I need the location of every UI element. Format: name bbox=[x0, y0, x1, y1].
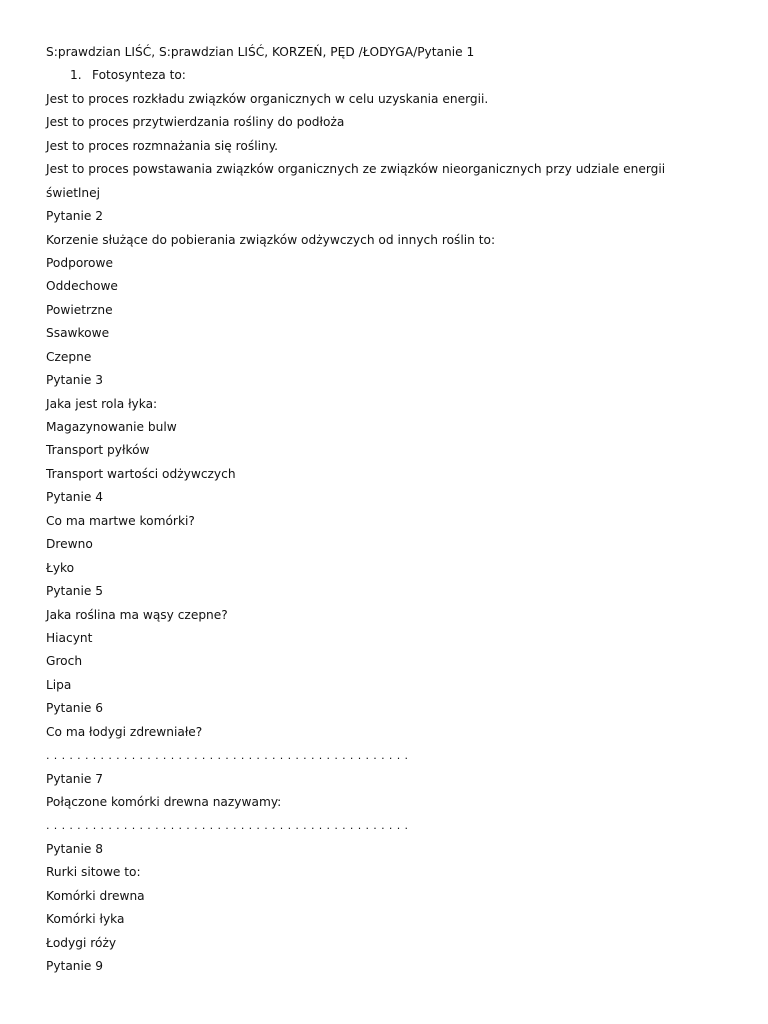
question-heading: Pytanie 5 bbox=[46, 584, 104, 599]
answer-blank: . . . . . . . . . . . . . . . . . . . . . . . . . . . . . . . . . . . . . . . . . . . . . . . bbox=[46, 749, 409, 763]
question-text: Rurki sitowe to: bbox=[46, 865, 141, 880]
answer-option: Łyko bbox=[46, 560, 75, 575]
question-text: Korzenie służące do pobierania związków odżywczych od innych roślin to: bbox=[46, 232, 496, 247]
answer-option: Ssawkowe bbox=[46, 326, 110, 341]
answer-option: Jest to proces rozkładu związków organicznych w celu uzyskania energii. bbox=[46, 91, 489, 106]
question-text: Co ma martwe komórki? bbox=[46, 513, 195, 528]
answer-option: Powietrzne bbox=[46, 302, 113, 317]
question-text: Połączone komórki drewna nazywamy: bbox=[46, 795, 282, 809]
answer-option-continuation: świetlnej bbox=[46, 185, 100, 200]
answer-option: Czepne bbox=[46, 349, 92, 364]
question-heading: Pytanie 9 bbox=[46, 959, 104, 974]
question-1-list-item bbox=[46, 64, 726, 87]
answer-option: Transport pyłków bbox=[46, 443, 150, 458]
document-content bbox=[46, 41, 726, 979]
answer-option: Transport wartości odżywczych bbox=[46, 466, 236, 481]
question-text: Jaka roślina ma wąsy czepne? bbox=[46, 607, 228, 622]
answer-option: Podporowe bbox=[46, 255, 113, 270]
answer-option: Jest to proces przytwierdzania rośliny do podłoża bbox=[46, 115, 345, 130]
answer-option: Łodygi róży bbox=[46, 935, 117, 950]
question-heading: Pytanie 8 bbox=[46, 841, 104, 856]
question-1-text: Fotosynteza to: bbox=[92, 68, 186, 83]
question-heading: Pytanie 2 bbox=[46, 209, 104, 224]
list-number: 1. bbox=[70, 68, 82, 83]
question-heading: Pytanie 3 bbox=[46, 373, 104, 388]
answer-option: Jest to proces rozmnażania się rośliny. bbox=[46, 138, 279, 153]
answer-option: Groch bbox=[46, 654, 83, 669]
question-text: Jaka jest rola łyka: bbox=[46, 396, 158, 411]
question-heading: Pytanie 4 bbox=[46, 490, 104, 505]
answer-option: Jest to proces powstawania związków organicznych ze związków nieorganicznych przy udziale energii bbox=[46, 162, 666, 177]
question-text: Co ma łodygi zdrewniałe? bbox=[46, 724, 203, 739]
answer-option: Magazynowanie bulw bbox=[46, 420, 177, 434]
question-heading: Pytanie 7 bbox=[46, 771, 104, 786]
answer-option: Komórki łyka bbox=[46, 912, 125, 927]
answer-option: Komórki drewna bbox=[46, 888, 145, 903]
answer-option: Hiacynt bbox=[46, 630, 93, 645]
question-heading: Pytanie 6 bbox=[46, 701, 104, 716]
answer-blank: . . . . . . . . . . . . . . . . . . . . . . . . . . . . . . . . . . . . . . . . . . . . . . . bbox=[46, 819, 409, 833]
answer-option: Drewno bbox=[46, 537, 93, 552]
document-title: S:prawdzian LIŚĆ, S:prawdzian LIŚĆ, KORZEŃ, PĘD /ŁODYGA/Pytanie 1 bbox=[46, 45, 475, 59]
answer-option: Oddechowe bbox=[46, 279, 118, 294]
answer-option: Lipa bbox=[46, 677, 72, 692]
